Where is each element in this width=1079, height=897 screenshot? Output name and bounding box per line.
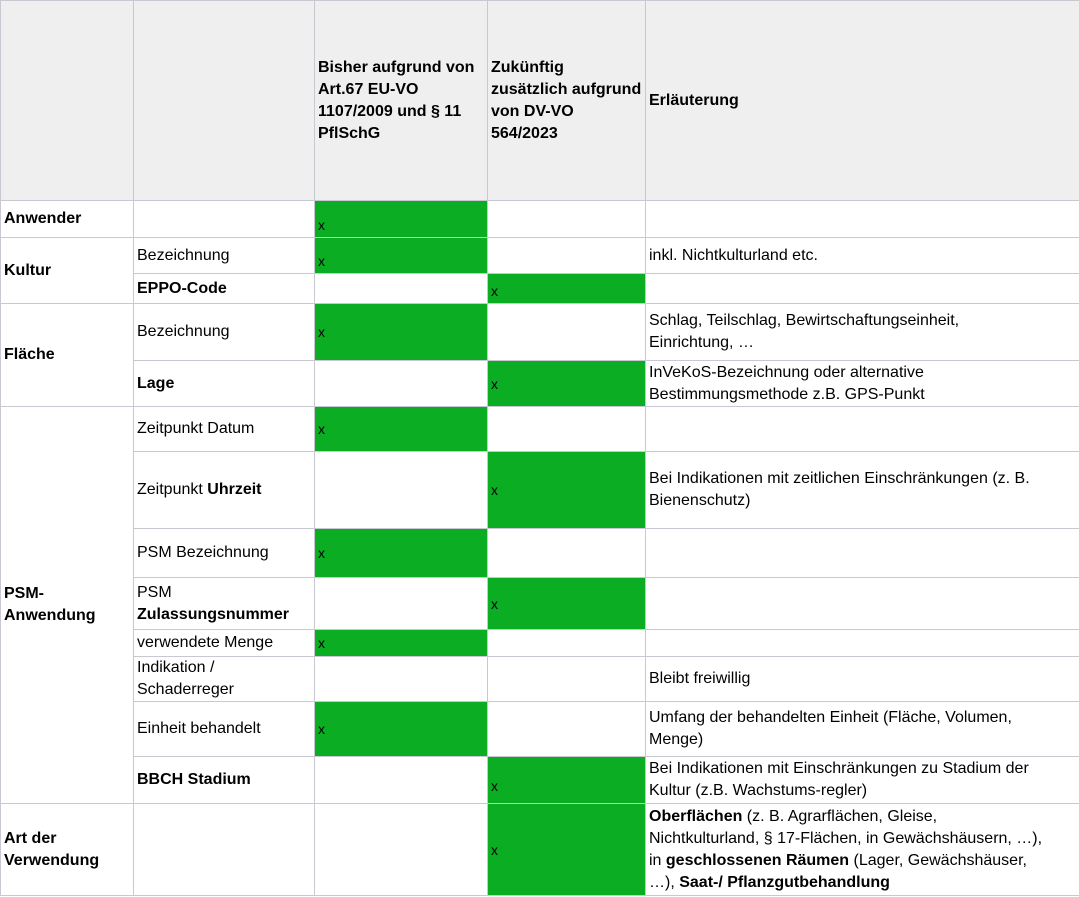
table-row <box>1 304 1079 361</box>
explanation-zeitpunkt-uhrzeit <box>646 452 1079 529</box>
explanation-indikation: Bleibt freiwillig <box>646 657 1079 702</box>
item-cell <box>134 804 315 896</box>
mark-zukuenftig-empty <box>488 407 646 452</box>
mark-bisher: x <box>315 407 488 452</box>
item-einheit-behandelt: Einheit behandelt <box>134 702 315 757</box>
explanation-bold: geschlossenen Räumen <box>665 851 850 869</box>
group-label-anwender: Anwender <box>1 201 134 238</box>
item-kultur-bezeichnung: Bezeichnung <box>134 238 315 274</box>
explanation-line: Bestimmungsmethode z.B. GPS-Punkt <box>649 385 925 403</box>
mark-zukuenftig-empty <box>488 630 646 657</box>
mark-zukuenftig: x <box>488 757 646 804</box>
mark-bisher: x <box>315 529 488 578</box>
mark-bisher-empty <box>315 657 488 702</box>
table-row <box>1 201 1079 238</box>
mark-zukuenftig: x <box>488 804 646 896</box>
explanation-line: Einrichtung, … <box>649 334 754 351</box>
item-text-bold: Uhrzeit <box>207 481 262 498</box>
mark-zukuenftig-empty <box>488 702 646 757</box>
explanation-line: Kultur (z.B. Wachstums-regler) <box>649 782 868 799</box>
table-row <box>1 274 1079 304</box>
explanation-line: Schlag, Teilschlag, Bewirtschaftungseinheit, <box>649 312 960 329</box>
table-row <box>1 238 1079 274</box>
mark-bisher-empty <box>315 452 488 529</box>
table-row <box>1 578 1079 630</box>
explanation-line: Menge) <box>649 731 704 748</box>
explanation-flaeche-bezeichnung <box>646 304 1079 361</box>
item-eppo-code: EPPO-Code <box>134 274 315 304</box>
mark-bisher: x <box>315 702 488 757</box>
group-label-flaeche: Fläche <box>1 304 134 407</box>
explanation-cell <box>646 201 1079 238</box>
item-bbch-stadium: BBCH Stadium <box>134 757 315 804</box>
mark-bisher-empty <box>315 361 488 407</box>
mark-zukuenftig-empty <box>488 238 646 274</box>
explanation-line: Bei Indikationen mit zeitlichen Einschränkungen (z. B. <box>649 470 1030 487</box>
mark-zukuenftig: x <box>488 578 646 630</box>
group-label-psm-anwendung <box>1 407 134 804</box>
item-text: Indikation / <box>137 659 215 676</box>
explanation-bold: Oberflächen <box>649 807 743 825</box>
table-row <box>1 361 1079 407</box>
explanation-text: (Lager, Gewächshäuser, <box>849 851 1027 869</box>
item-lage: Lage <box>134 361 315 407</box>
explanation-cell <box>646 274 1079 304</box>
item-psm-zulassungsnummer <box>134 578 315 630</box>
explanation-lage <box>646 361 1079 407</box>
explanation-text: (z. B. Agrarflächen, Gleise, <box>742 807 938 825</box>
header-col-item <box>134 1 315 201</box>
table-row <box>1 702 1079 757</box>
header-row <box>1 1 1079 201</box>
table-row <box>1 804 1079 896</box>
explanation-text: Nichtkulturland, § 17-Flächen, in Gewächshäusern, …), <box>649 829 1043 847</box>
item-text-bold: Zulassungsnummer <box>137 605 290 623</box>
explanation-cell <box>646 529 1079 578</box>
item-text: Schaderreger <box>137 681 234 698</box>
mark-bisher: x <box>315 630 488 657</box>
mark-zukuenftig-empty <box>488 304 646 361</box>
item-verwendete-menge: verwendete Menge <box>134 630 315 657</box>
group-label-line: PSM- <box>4 585 44 602</box>
group-label-kultur: Kultur <box>1 238 134 304</box>
header-col-bisher: Bisher aufgrund von Art.67 EU-VO 1107/2009 und § 11 PflSchG <box>315 1 488 201</box>
explanation-einheit-behandelt <box>646 702 1079 757</box>
table-row <box>1 452 1079 529</box>
item-flaeche-bezeichnung: Bezeichnung <box>134 304 315 361</box>
mark-zukuenftig: x <box>488 361 646 407</box>
header-col-zukuenftig: Zukünftig zusätzlich aufgrund von DV-VO 564/2023 <box>488 1 646 201</box>
table-row <box>1 657 1079 702</box>
item-psm-bezeichnung: PSM Bezeichnung <box>134 529 315 578</box>
explanation-text: in <box>649 851 666 869</box>
mark-bisher-empty <box>315 578 488 630</box>
mark-zukuenftig: x <box>488 452 646 529</box>
header-col-erlaeuterung: Erläuterung <box>646 1 1079 201</box>
mark-bisher-empty <box>315 757 488 804</box>
mark-bisher: x <box>315 201 488 238</box>
item-zeitpunkt-uhrzeit <box>134 452 315 529</box>
mark-bisher: x <box>315 304 488 361</box>
mark-bisher: x <box>315 238 488 274</box>
item-cell <box>134 201 315 238</box>
explanation-line: Bienenschutz) <box>649 492 751 509</box>
item-indikation <box>134 657 315 702</box>
group-label-art-der-verwendung <box>1 804 134 896</box>
item-text: Zeitpunkt <box>137 481 208 498</box>
header-col-group <box>1 1 134 201</box>
table-row <box>1 407 1079 452</box>
mark-zukuenftig: x <box>488 274 646 304</box>
group-label-line: Anwendung <box>4 607 96 624</box>
explanation-cell <box>646 578 1079 630</box>
mark-bisher-empty <box>315 804 488 896</box>
group-label-line: Verwendung <box>4 851 100 869</box>
table-row <box>1 630 1079 657</box>
mark-zukuenftig-empty <box>488 201 646 238</box>
explanation-text: …), <box>649 873 680 891</box>
item-text: PSM <box>137 583 172 601</box>
explanation-line: Umfang der behandelten Einheit (Fläche, Volumen, <box>649 709 1012 726</box>
item-zeitpunkt-datum: Zeitpunkt Datum <box>134 407 315 452</box>
mark-zukuenftig-empty <box>488 657 646 702</box>
group-label-line: Art der <box>4 829 57 847</box>
explanation-bbch-stadium <box>646 757 1079 804</box>
explanation-cell <box>646 407 1079 452</box>
explanation-cell <box>646 630 1079 657</box>
table-row <box>1 757 1079 804</box>
table-row <box>1 529 1079 578</box>
explanation-bold: Saat-/ Pflanzgutbehandlung <box>679 873 890 891</box>
explanation-art-der-verwendung <box>646 804 1079 896</box>
explanation-kultur-bezeichnung: inkl. Nichtkulturland etc. <box>646 238 1079 274</box>
mark-bisher-empty <box>315 274 488 304</box>
mark-zukuenftig-empty <box>488 529 646 578</box>
explanation-line: Bei Indikationen mit Einschränkungen zu Stadium der <box>649 760 1029 777</box>
explanation-line: InVeKoS-Bezeichnung oder alternative <box>649 363 924 381</box>
